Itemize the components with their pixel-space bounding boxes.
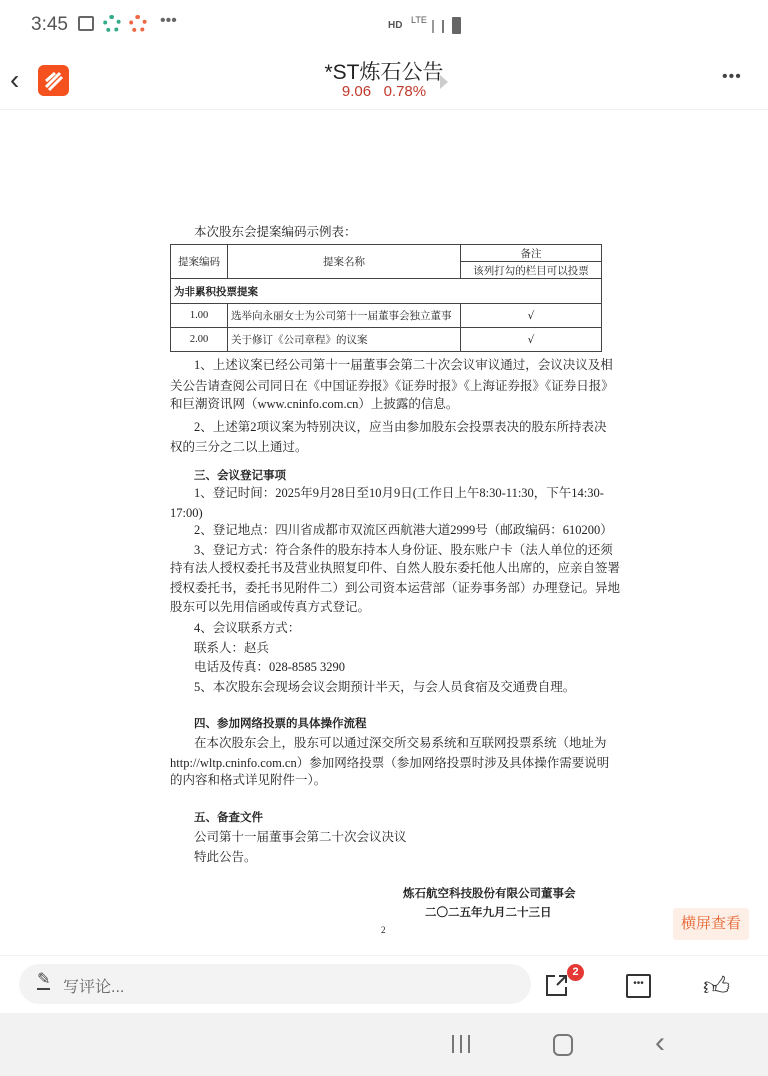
col-header-note: 备注 <box>461 245 602 262</box>
paragraph-line: 的内容和格式详见附件一）。 <box>170 773 327 787</box>
hd-indicator: HD <box>388 20 403 31</box>
more-menu-button[interactable]: ••• <box>722 68 742 85</box>
comment-input[interactable] <box>19 964 531 1004</box>
paragraph-line: 联系人：赵兵 <box>194 641 270 655</box>
col-header-note-sub: 该列打勾的栏目可以投票 <box>461 262 602 279</box>
paragraph-line: http://wltp.cninfo.com.cn）参加网络投票（参加网络投票时涉及具体操作需要说明 <box>170 756 610 770</box>
expand-arrow-icon[interactable] <box>440 75 448 89</box>
lte-indicator: LTE <box>411 15 427 25</box>
paragraph-line: 股东可以先用信函或传真方式登记。 <box>170 600 371 614</box>
paragraph-line: 公司第十一届董事会第二十次会议决议 <box>194 830 407 844</box>
table-caption: 本次股东会提案编码示例表： <box>194 225 357 239</box>
col-header-code: 提案编码 <box>171 245 228 279</box>
col-header-name: 提案名称 <box>228 245 461 279</box>
comments-button[interactable] <box>626 974 651 998</box>
back-nav-button[interactable]: ‹ <box>655 1026 665 1059</box>
paragraph-line: 持有法人授权委托书及营业执照复印件、自然人股东委托他人出席的，应亲自签署 <box>170 561 621 575</box>
stock-price: 9.06 <box>341 83 372 100</box>
paragraph-line: 和巨潮资讯网（www.cninfo.com.cn）上披露的信息。 <box>170 397 459 411</box>
share-icon <box>545 974 568 997</box>
proposal-table <box>170 244 602 352</box>
table-row: 2.00 关于修订《公司章程》的议案 √ <box>171 328 602 352</box>
status-bar <box>0 0 768 50</box>
paragraph-line: 17:00) <box>170 506 203 520</box>
signal-icon <box>432 20 444 33</box>
recent-apps-button[interactable] <box>452 1035 470 1053</box>
page-number: 2 <box>381 925 386 935</box>
paragraph-line: 2、登记地点：四川省成都市双流区西航港大道2999号（邮政编码：610200） <box>194 523 613 537</box>
stock-change: 0.78% <box>383 83 427 100</box>
paragraph-line: 2、上述第2项议案为特别决议，应当由参加股东会投票表决的股东所持表决 <box>194 420 607 434</box>
section-heading: 四、参加网络投票的具体操作流程 <box>194 716 367 730</box>
section-heading: 五、备查文件 <box>194 810 263 824</box>
like-button[interactable] <box>703 971 730 1002</box>
comment-bubble-icon: ••• <box>633 978 644 989</box>
status-time: 3:45 <box>31 14 68 35</box>
share-button[interactable] <box>545 966 579 997</box>
paragraph-line: 3、登记方式：符合条件的股东持本人身份证、股东账户卡（法人单位的还须 <box>194 543 613 557</box>
home-button[interactable] <box>553 1034 573 1056</box>
paragraph-line: 权的三分之二以上通过。 <box>170 440 308 454</box>
table-row: 1.00 选举向永丽女士为公司第十一届董事会独立董事 √ <box>171 304 602 328</box>
top-bar <box>0 50 768 110</box>
comment-placeholder: 写评论... <box>63 979 125 996</box>
group-row: 为非累积投票提案 <box>171 279 602 304</box>
paragraph-line: 1、上述议案已经公司第十一届董事会第二十次会议审议通过，会议决议及相 <box>194 358 613 372</box>
section-heading: 三、会议登记事项 <box>194 468 286 482</box>
signature-date: 二〇二五年九月二十三日 <box>425 905 552 919</box>
page-title: *ST炼石公告 <box>324 61 444 84</box>
landscape-view-button[interactable]: 横屏查看 <box>673 908 749 940</box>
paragraph-line: 关公告请查阅公司同日在《中国证券报》《证券时报》《上海证券报》《证券日报》 <box>170 379 614 393</box>
paragraph-line: 授权委托书，委托书见附件二）到公司资本运营部（证券事务部）办理登记。异地 <box>170 581 621 595</box>
paragraph-line: 在本次股东会上，股东可以通过深交所交易系统和互联网投票系统（地址为 <box>194 736 607 750</box>
bottom-action-bar <box>0 955 768 1013</box>
battery-icon <box>452 17 461 34</box>
more-notifications-icon: ••• <box>160 12 177 29</box>
stock-quote <box>0 83 768 100</box>
paragraph-line: 5、本次股东会现场会议会期预计半天，与会人员食宿及交通费自理。 <box>194 680 576 694</box>
signature-company: 炼石航空科技股份有限公司董事会 <box>403 886 576 900</box>
paragraph-line: 电话及传真：028-8585 3290 <box>194 660 346 674</box>
share-count-badge: 2 <box>567 964 584 981</box>
gallery-icon <box>78 16 94 31</box>
paragraph-line: 特此公告。 <box>194 850 257 864</box>
paragraph-line: 4、会议联系方式： <box>194 621 301 635</box>
paragraph-line: 1、登记时间：2025年9月28日至10月9日(工作日上午8:30-11:30，下午14:30- <box>194 486 604 500</box>
system-nav-bar <box>0 1013 768 1076</box>
pencil-icon: ✎ <box>37 971 51 988</box>
app-notification-icon <box>129 15 147 33</box>
thumbs-up-icon: 👍︎ <box>703 971 731 1001</box>
back-button[interactable]: ‹ <box>10 64 20 95</box>
app-notification-icon <box>103 15 121 33</box>
